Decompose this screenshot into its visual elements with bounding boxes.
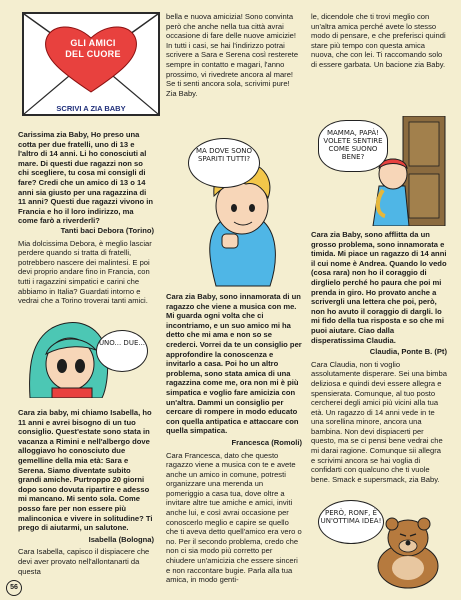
envelope-heart-icon	[24, 14, 158, 114]
column-2-top	[166, 12, 302, 98]
header-title-line2: DEL CUORE	[65, 49, 121, 59]
header-title-line1: GLI AMICI	[70, 38, 116, 48]
letter-francesca: Cara zia Baby, sono innamorata di un ragazzo che viene a musica con me. Mi guarda ogni volta che ci incontriamo, e un suo amico mi ha detto che mi ama e non so se crederci. Vorrei da te un consiglio per approfondire la conoscenza e invitarlo a casa. Poi ho un altro problema, sono stata amica di una ragazzina come me, ora non mi è più simpatica e voglio fare amicizia con un'altra. Dammi un consiglio per cercare di rompere in modo educato con quella antipatica e attaccare con quella simpatica.	[166, 292, 302, 436]
reply-francesca-continued: le, dicendole che ti trovi meglio con un'altra amica perché avete lo stesso modo di pensare, e che preferisci quindi stare più tempo con questa amica nuova, che con lei. Ti raccomando solo di essere garbata. Un bacione zia Baby.	[311, 12, 446, 69]
letter-isabella: Cara zia baby, mi chiamo Isabella, ho 11 anni e avrei bisogno di un tuo consiglio. Quest'estate sono stata in vacanza a Rimini e nell'albergo dove alloggiavo ho conosciuto due gemelline della mia età: Sara e Serena. Siamo diventate subito grandi amiche. Purtroppo 20 giorni dopo sono dovuta ripartire e adesso mi mancano. Mi sento sola. Come posso fare per non essere più malinconica e vivere in solitudine? Ti prego di aiutarmi, un salutone.	[18, 408, 153, 533]
reply-debora: Mia dolcissima Debora, è meglio lasciar perdere quando si tratta di fratelli, potrebbero nascere dei malintesi. E poi devi proprio andare fino in Francia, con tutti i ragazzini simpatici e carini che abbiamo in Italia? Guardati intorno e vedrai che a Torino troverai tanti amici.	[18, 238, 152, 306]
column-3-middle	[311, 230, 447, 484]
signature-debora: Tanti baci Debora (Torino)	[60, 225, 154, 235]
header-title	[46, 38, 140, 60]
reply-claudia: Cara Claudia, non ti voglio assolutamente disperare. Sei una bimba deliziosa e quindi devi essere allegra e spensierata. Comunque, al tuo posto cercherei degli amici più vicini alla tua età. Un ragazzo di 14 anni vede in te una sorellina minore, ancora una bambina. Non devi dispiacerti per questo, ma se ci pensi bene vedrai che mi darai ragione. Comunque sii allegra e scrivimi ancora se hai voglia di confidarti con qualcuno che ti vuole bene. Smack e supersmack, zia Baby.	[311, 359, 447, 484]
header-envelope	[22, 12, 160, 116]
signature-claudia: Claudia, Ponte B. (Pt)	[369, 347, 447, 357]
speech-bubble-uno-due: UNO... DUE...	[96, 330, 148, 372]
reply-isabella: Cara Isabella, capisco il dispiacere che devi aver provato nell'allontanarti da questa	[18, 547, 150, 576]
letter-debora: Carissima zia Baby, Ho preso una cotta per due fratelli, uno di 13 e l'altro di 14 anni. Li ho conosciuti al mare. Di questi due ragazzi non so chi scegliere, tu cosa mi consigli di fare? Credi che un amico di 13 o 14 anni sia giusto per una ragazzina di 11 anni? Questi due ragazzi vivono in Francia e ho il loro indirizzo, ma come farò a riverderli?	[18, 130, 154, 226]
speech-bubble-dove-spariti: MA DOVE SONO SPARITI TUTTI?	[188, 138, 260, 188]
column-1-top	[18, 130, 154, 306]
signature-francesca: Francesca (Romoli)	[231, 437, 302, 447]
header-subtitle: SCRIVI A ZIA BABY	[56, 104, 126, 113]
column-2-middle	[166, 292, 302, 585]
speech-bubble-pero-ronf: PERÒ, RONF, È UN'OTTIMA IDEA!	[318, 500, 384, 544]
speech-bubble-mamma-papa: MAMMA, PAPÀ! VOLETE SENTIRE COME SUONO BENE?	[318, 120, 388, 172]
reply-francesca: Cara Francesca, dato che questo ragazzo viene a musica con te e avete anche un amico in comune, potresti organizzare una merenda un pomeriggio a casa tua, dove oltre a invitare altre tue amiche e amici, inviti anche lui, e così avrai occasione per conoscerlo meglio e capire se quello che ti aveva detto quell'amico era vero o no. Per il secondo problema, credo che non ci sia modo più corretto per chiudere un'amicizia che essere sinceri e non raccontare bugie. Parla alla tua amica, in modo genti-	[166, 450, 302, 585]
column-1-bottom	[18, 408, 154, 576]
letter-claudia: Cara zia Baby, sono afflitta da un grosso problema, sono innamorata e timida. Mi piace un ragazzo di 14 anni il cui nome è Andrea. Quando lo vedo (cosa rara) non ho il coraggio di dirglielo perché ho paura che poi mi prenda in giro. Ho provato anche a scrivergli una lettera che poi, però, non ho avuto il coraggio di dargli. lo mi fido della tua risposta e so che mi puoi aiutare. Ciao dalla disperatissima Claudia.	[311, 230, 447, 345]
signature-isabella: Isabella (Bologna)	[88, 534, 154, 544]
page-number: 56	[6, 580, 22, 596]
reply-isabella-continued: bella e nuova amicizia! Sono convinta però che anche nella tua città avrai occasione di fare delle nuove amicizie! In tutti i casi, se hai l'indirizzo potrai scrivere a Sara e Serena così resterete sempre in contatto e magari, l'anno prossimo, vi rivedrete ancora al mare! Se ti senti ancora sola, scrivimi pure! Zia Baby.	[166, 12, 299, 98]
column-3-top	[311, 12, 447, 70]
